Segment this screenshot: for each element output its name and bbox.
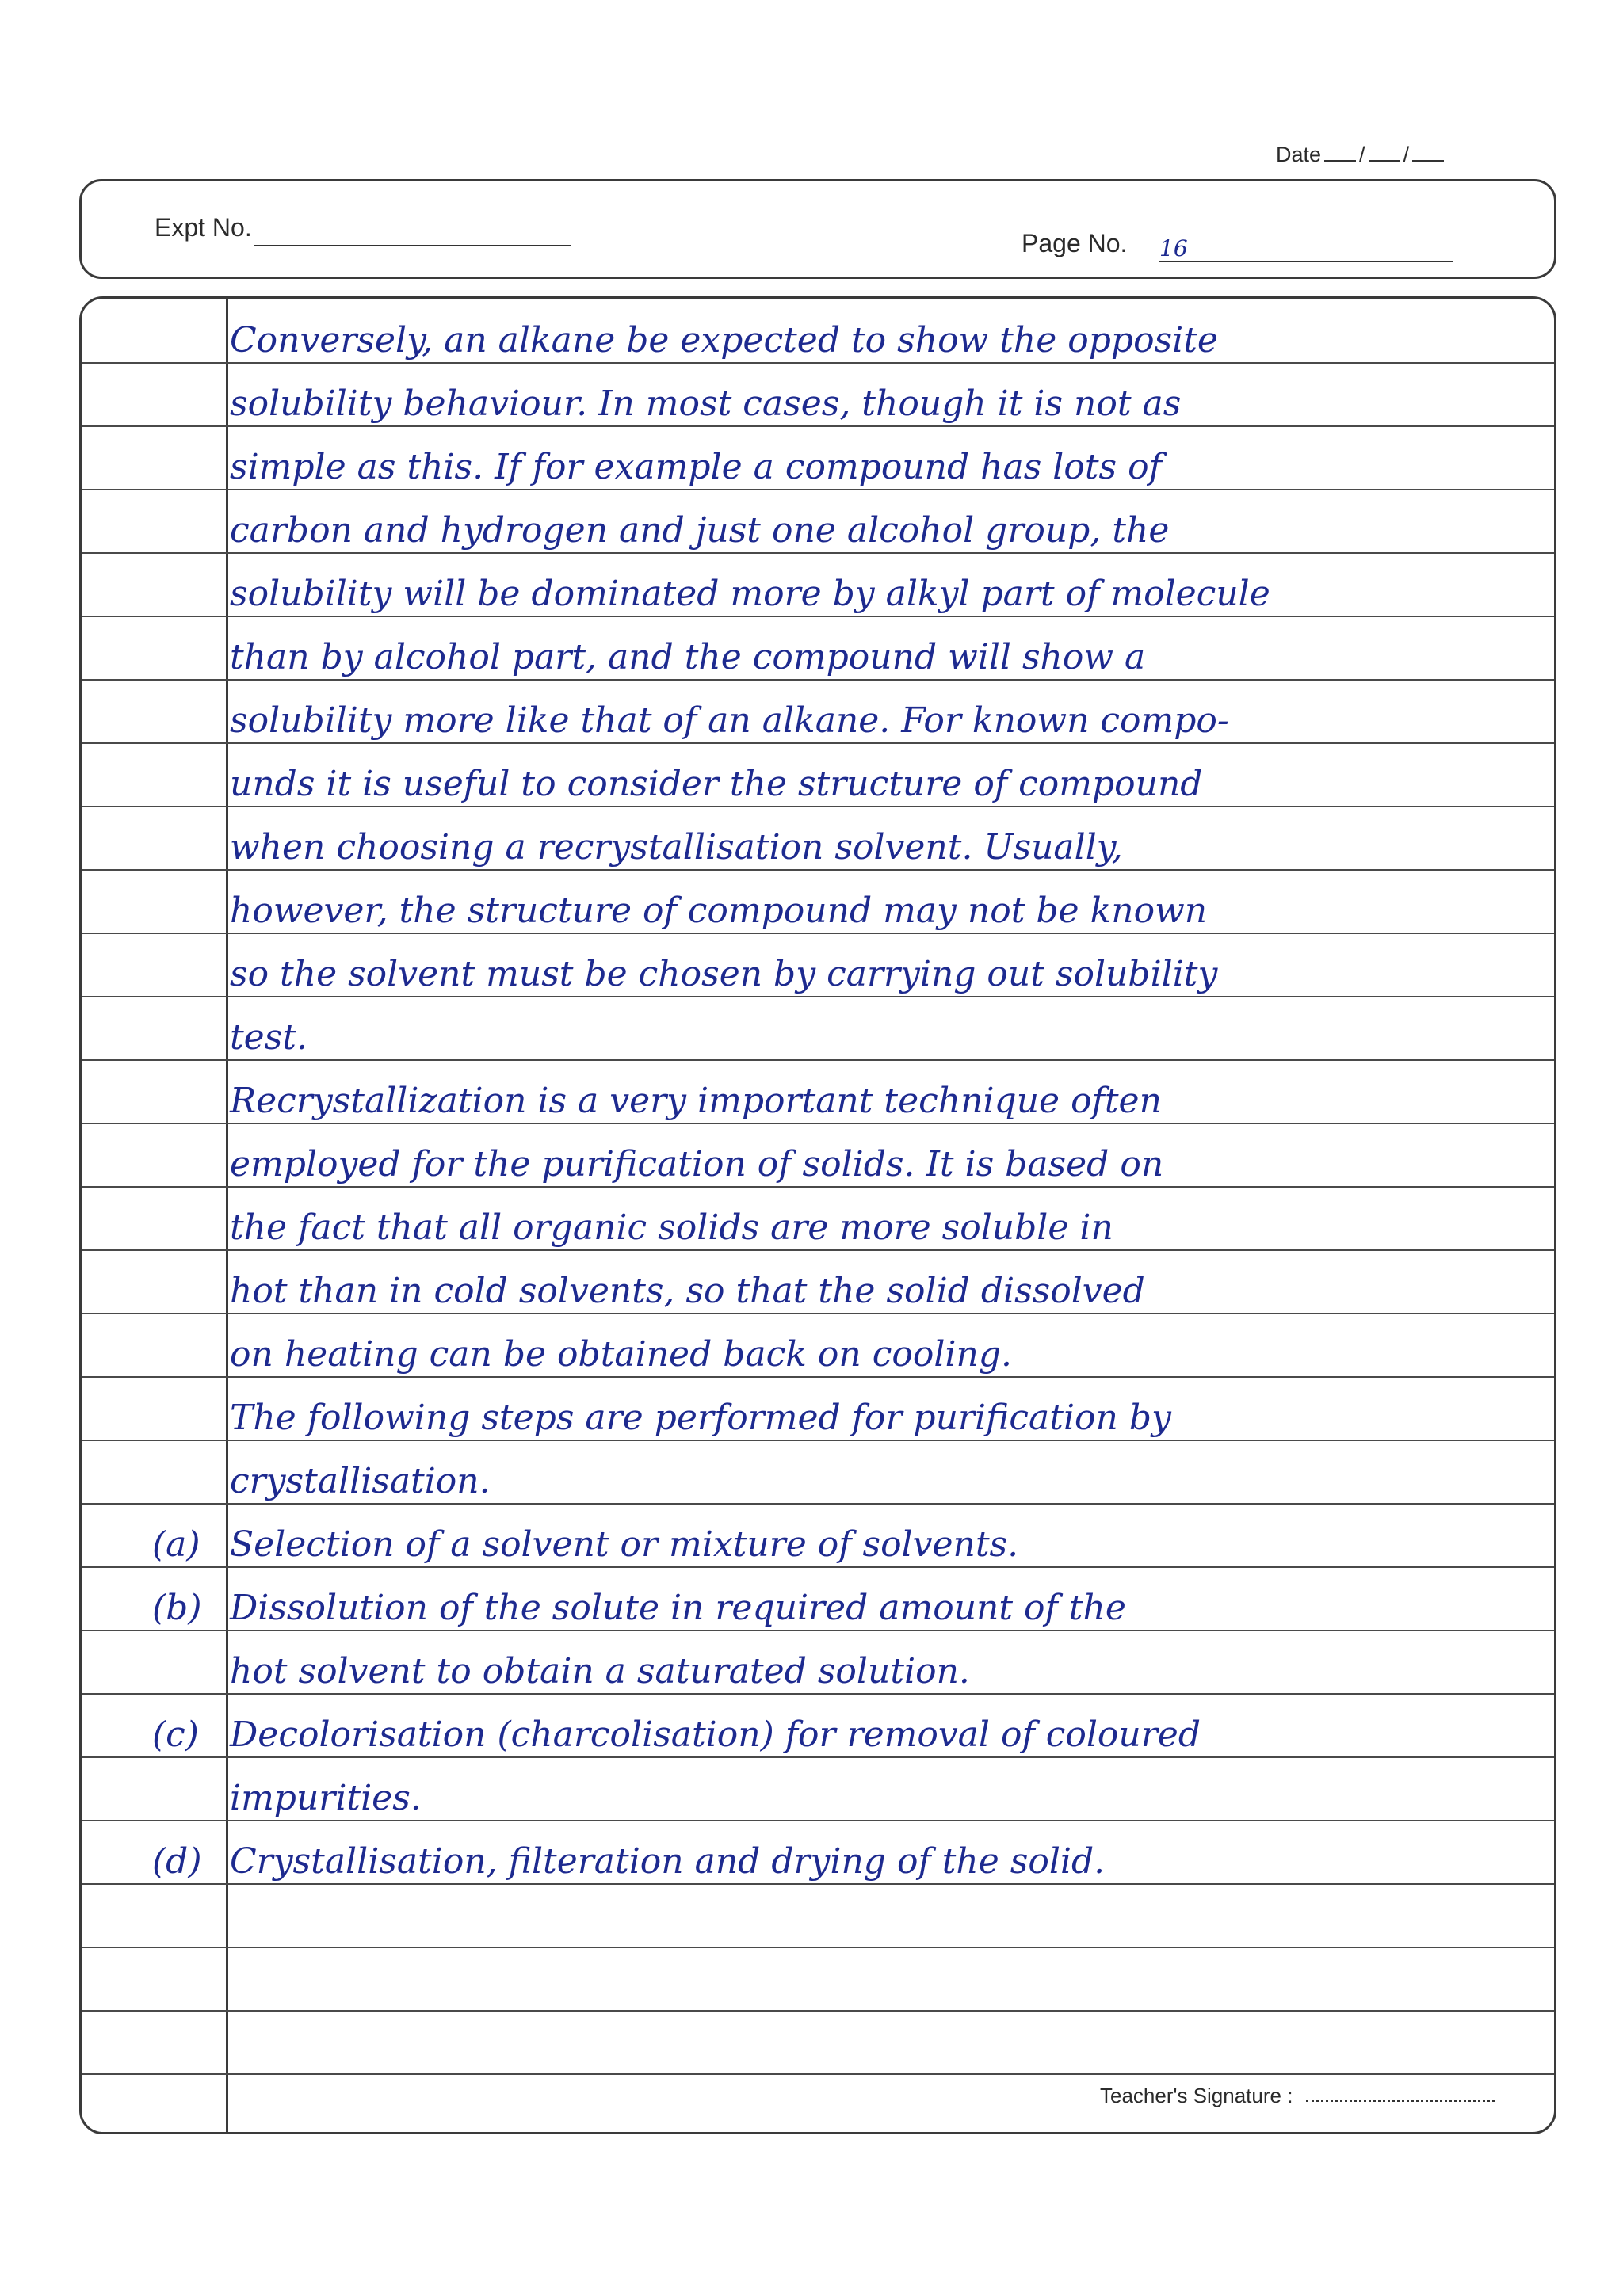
ruled-line <box>82 742 1554 744</box>
text-line: crystallisation. <box>230 1461 491 1501</box>
ruled-line <box>82 1947 1554 1948</box>
list-item-text: Dissolution of the solute in required amount of the <box>230 1588 1126 1628</box>
text-line: so the solvent must be chosen by carrying out solubility <box>230 954 1218 994</box>
ruled-line <box>82 1313 1554 1314</box>
margin-rule <box>226 299 228 2132</box>
text-line: test. <box>230 1017 307 1058</box>
date-month-slot <box>1369 143 1400 162</box>
text-line: Recrystallization is a very important technique often <box>230 1081 1162 1121</box>
list-label: (d) <box>152 1841 202 1882</box>
text-line: The following steps are performed for purification by <box>230 1398 1171 1438</box>
ruled-line <box>82 616 1554 617</box>
list-label: (c) <box>152 1714 199 1755</box>
text-line: the fact that all organic solids are more soluble in <box>230 1207 1113 1248</box>
ruled-line <box>82 1693 1554 1695</box>
text-line: hot than in cold solvents, so that the solid dissolved <box>230 1271 1145 1311</box>
date-day-slot <box>1324 143 1356 162</box>
list-item-text: impurities. <box>230 1778 422 1818</box>
text-line: however, the structure of compound may not be known <box>230 891 1208 931</box>
ruled-line <box>82 1249 1554 1251</box>
text-line: than by alcohol part, and the compound will show a <box>230 637 1146 677</box>
ruled-line <box>82 362 1554 364</box>
ruled-line <box>82 552 1554 554</box>
date-label: Date <box>1276 143 1322 166</box>
list-label: (b) <box>152 1588 202 1628</box>
text-line: when choosing a recrystallisation solvent. Usually, <box>230 827 1123 868</box>
ruled-line <box>82 2073 1554 2075</box>
ruled-line <box>82 679 1554 681</box>
ruled-line <box>82 1820 1554 1821</box>
ruled-line <box>82 1503 1554 1505</box>
ruled-line <box>82 1440 1554 1441</box>
ruled-line <box>82 1883 1554 1885</box>
page-no-label: Page No. <box>1022 229 1128 257</box>
ruled-line <box>82 1059 1554 1061</box>
text-line: solubility will be dominated more by alkyl part of molecule <box>230 574 1270 614</box>
ruled-line <box>82 869 1554 871</box>
list-item-text: Selection of a solvent or mixture of solvents. <box>230 1524 1019 1565</box>
teacher-signature-label: Teacher's Signature : <box>1100 2084 1293 2107</box>
date-year-slot <box>1412 143 1444 162</box>
page-no-value: 16 <box>1159 235 1188 261</box>
ruled-line <box>82 1376 1554 1378</box>
expt-no-label: Expt No. <box>155 213 252 242</box>
date-field: Date / / <box>1276 143 1447 167</box>
page-no-line <box>1159 261 1453 262</box>
ruled-line <box>82 2010 1554 2012</box>
header-box <box>79 179 1556 279</box>
ruled-line <box>82 933 1554 934</box>
text-line: solubility behaviour. In most cases, though it is not as <box>230 383 1182 424</box>
ruled-line <box>82 425 1554 427</box>
ruled-line <box>82 806 1554 807</box>
ruled-line <box>82 1756 1554 1758</box>
list-item-text: Decolorisation (charcolisation) for removal of coloured <box>230 1714 1201 1755</box>
expt-no-line <box>254 245 571 246</box>
list-label: (a) <box>152 1524 200 1565</box>
ruled-line <box>82 1630 1554 1631</box>
text-line: on heating can be obtained back on cooling. <box>230 1334 1012 1375</box>
teacher-signature-line <box>1306 2100 1495 2102</box>
list-item-text: hot solvent to obtain a saturated solution. <box>230 1651 970 1691</box>
ruled-line <box>82 489 1554 490</box>
text-line: carbon and hydrogen and just one alcohol group, the <box>230 510 1170 551</box>
text-line: unds it is useful to consider the structure of compound <box>230 764 1203 804</box>
text-line: solubility more like that of an alkane. For known compo- <box>230 700 1229 741</box>
ruled-line <box>82 996 1554 997</box>
ruled-line <box>82 1123 1554 1124</box>
text-line: employed for the purification of solids. It is based on <box>230 1144 1164 1184</box>
text-line: simple as this. If for example a compound has lots of <box>230 447 1162 487</box>
text-line: Conversely, an alkane be expected to show the opposite <box>230 320 1218 360</box>
ruled-line <box>82 1186 1554 1188</box>
list-item-text: Crystallisation, filteration and drying of the solid. <box>230 1841 1106 1882</box>
ruled-line <box>82 1566 1554 1568</box>
